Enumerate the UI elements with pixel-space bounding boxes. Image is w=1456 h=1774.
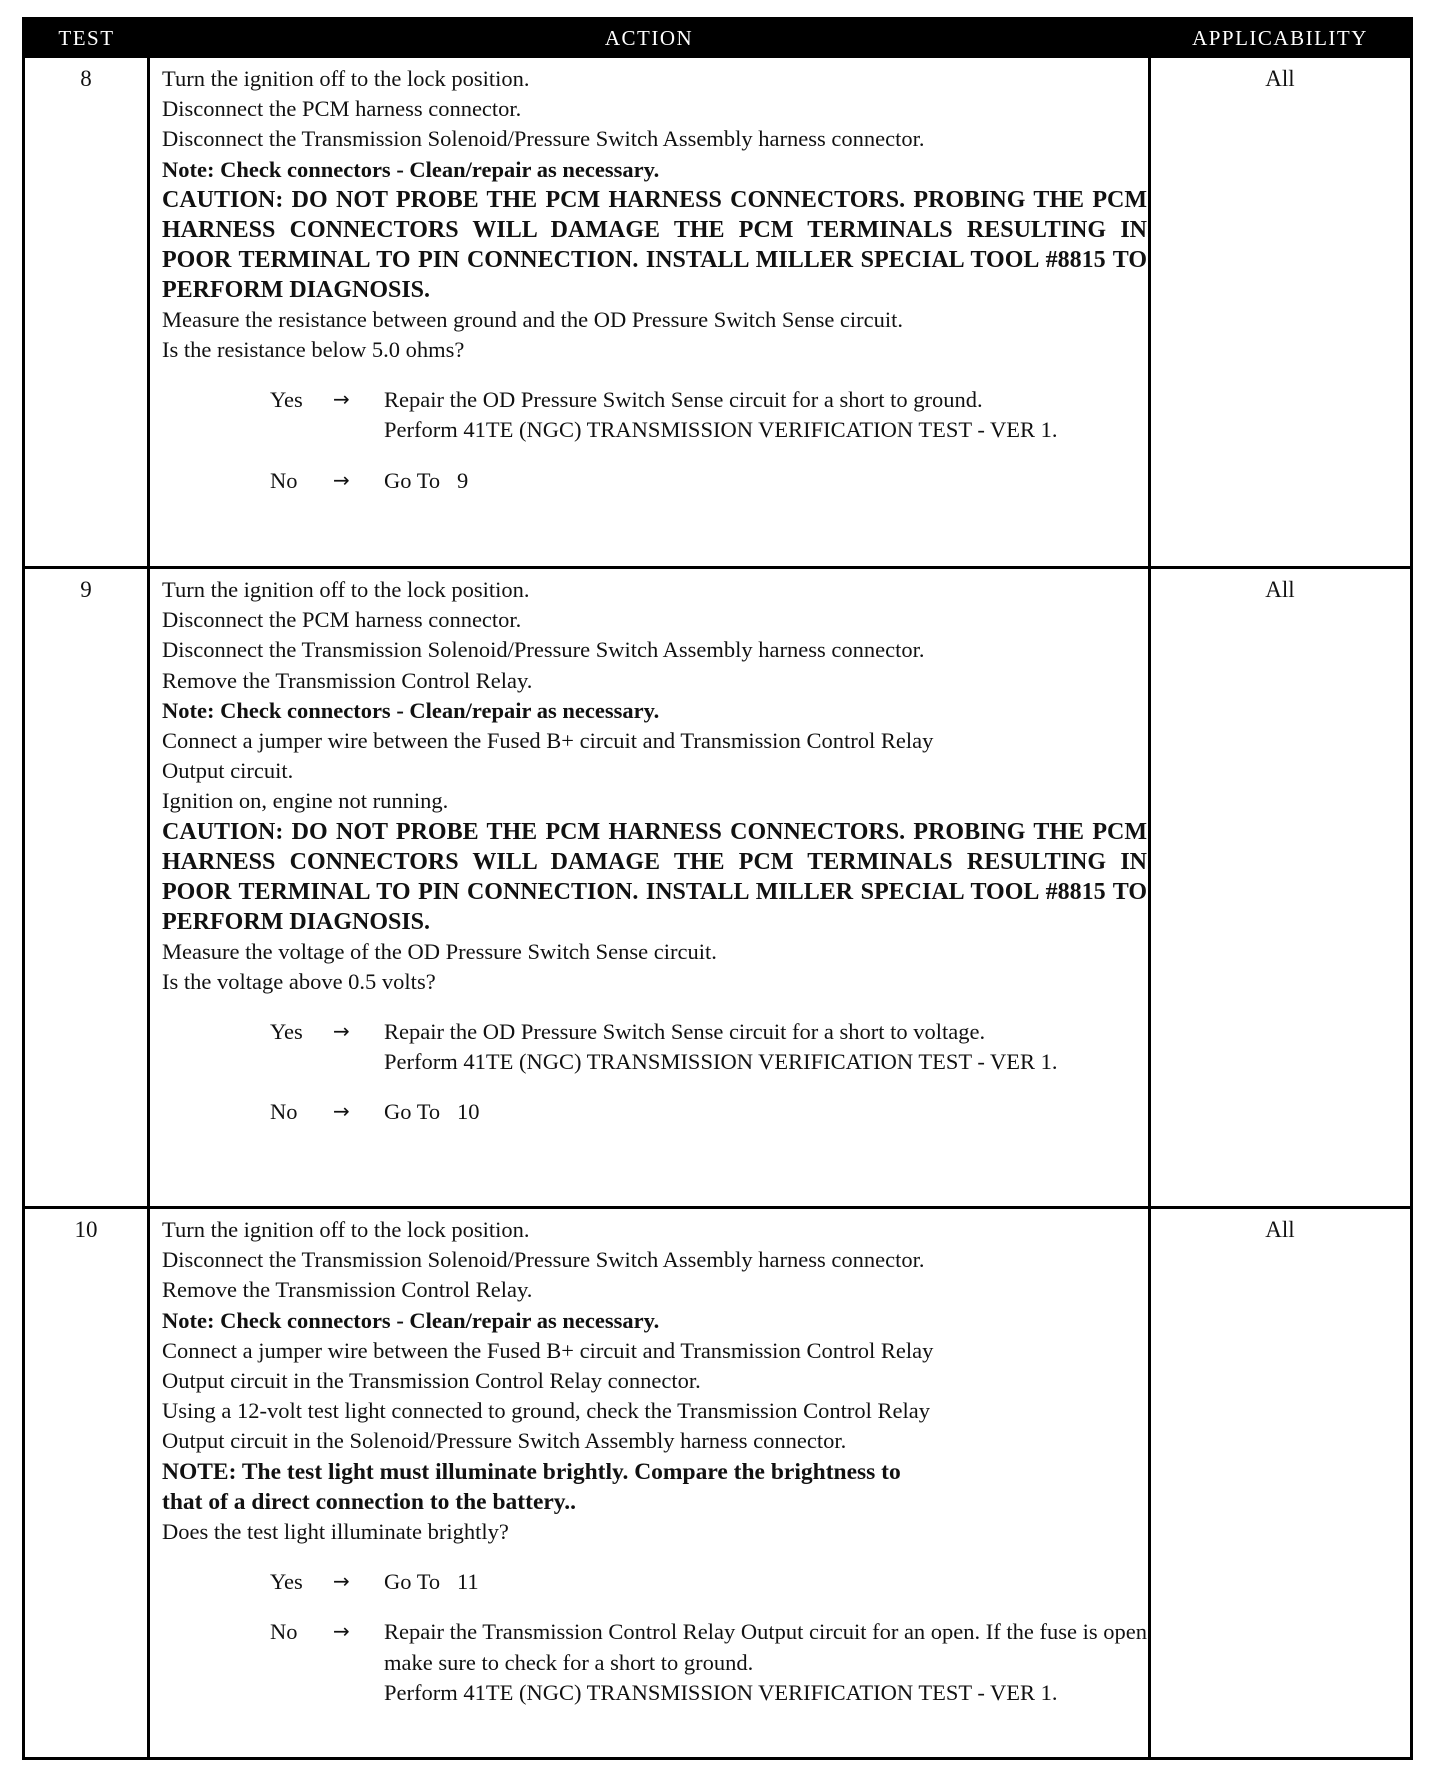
action-line: Connect a jumper wire between the Fused B+ circuit and Transmission Control Relay bbox=[162, 1337, 934, 1363]
yes-label: Yes bbox=[270, 1019, 303, 1045]
yes-label: Yes bbox=[270, 387, 303, 413]
action-line: Measure the voltage of the OD Pressure Switch Sense circuit. bbox=[162, 938, 717, 964]
arrow-icon: → bbox=[333, 1619, 350, 1644]
applicability-value: All bbox=[1265, 66, 1295, 91]
note-line: that of a direct connection to the battery.. bbox=[162, 1488, 577, 1515]
action-line: Measure the resistance between ground and the OD Pressure Switch Sense circuit. bbox=[162, 306, 904, 332]
note-line: NOTE: The test light must illuminate brightly. Compare the brightness to bbox=[162, 1458, 901, 1485]
yes-result bbox=[162, 385, 1147, 445]
action-cell bbox=[162, 1215, 1147, 1708]
action-line: Output circuit in the Transmission Control Relay connector. bbox=[162, 1368, 701, 1394]
action-cell bbox=[162, 575, 1147, 1128]
action-line: Turn the ignition off to the lock position. bbox=[162, 577, 530, 602]
header-test: TEST bbox=[58, 26, 115, 50]
action-line: Remove the Transmission Control Relay. bbox=[162, 667, 533, 693]
diagnostic-table bbox=[22, 17, 1413, 1760]
table-row bbox=[25, 1206, 1410, 1757]
header-applicability: APPLICABILITY bbox=[1192, 26, 1368, 50]
action-line: Turn the ignition off to the lock position. bbox=[162, 66, 530, 91]
no-text: Repair the Transmission Control Relay Output circuit for an open. If the fuse is open make sure to check for a short to ground. bbox=[384, 1619, 1148, 1675]
no-result bbox=[162, 1617, 1147, 1708]
test-number: 9 bbox=[80, 577, 92, 602]
yes-text: Go To 11 bbox=[384, 1569, 479, 1595]
note-line: Note: Check connectors - Clean/repair as necessary. bbox=[162, 156, 660, 182]
test-number: 8 bbox=[80, 66, 92, 91]
test-number: 10 bbox=[74, 1217, 98, 1242]
applicability-value: All bbox=[1265, 577, 1295, 602]
yes-result bbox=[162, 1567, 1147, 1597]
action-line: Using a 12-volt test light connected to ground, check the Transmission Control Relay bbox=[162, 1398, 931, 1424]
action-line: Disconnect the Transmission Solenoid/Pressure Switch Assembly harness connector. bbox=[162, 637, 925, 663]
note-line: Note: Check connectors - Clean/repair as necessary. bbox=[162, 697, 660, 723]
action-line: Remove the Transmission Control Relay. bbox=[162, 1277, 533, 1303]
action-line: Output circuit in the Solenoid/Pressure Switch Assembly harness connector. bbox=[162, 1428, 847, 1454]
applicability-value: All bbox=[1265, 1217, 1295, 1242]
action-line: Ignition on, engine not running. bbox=[162, 788, 449, 814]
no-result bbox=[162, 466, 1147, 496]
action-line: Turn the ignition off to the lock position. bbox=[162, 1217, 530, 1242]
table-header bbox=[25, 20, 1410, 58]
no-text-verify: Perform 41TE (NGC) TRANSMISSION VERIFICATION TEST - VER 1. bbox=[384, 1679, 1058, 1705]
question-line: Does the test light illuminate brightly? bbox=[162, 1519, 509, 1545]
action-line: Output circuit. bbox=[162, 758, 294, 784]
table-row bbox=[25, 566, 1410, 1206]
header-action: ACTION bbox=[604, 26, 694, 50]
arrow-icon: → bbox=[333, 1099, 350, 1124]
question-line: Is the resistance below 5.0 ohms? bbox=[162, 337, 465, 363]
yes-text: Repair the OD Pressure Switch Sense circuit for a short to voltage. bbox=[384, 1019, 986, 1045]
no-text: Go To 9 bbox=[384, 467, 469, 493]
arrow-icon: → bbox=[333, 1019, 350, 1044]
caution-text: CAUTION: DO NOT PROBE THE PCM HARNESS CONNECTORS. PROBING THE PCM HARNESS CONNECTORS WILL DAMAGE THE PCM TERMINALS RESULTING IN POOR TERMINAL TO PIN CONNECTION. INSTALL MILLER SPECIAL TOOL #8815 TO PERFORM DIAGNOSIS. bbox=[162, 818, 1147, 935]
no-label: No bbox=[270, 467, 298, 493]
action-line: Disconnect the Transmission Solenoid/Pressure Switch Assembly harness connector. bbox=[162, 126, 925, 152]
action-line: Disconnect the PCM harness connector. bbox=[162, 96, 522, 122]
action-cell bbox=[162, 64, 1147, 496]
action-line: Connect a jumper wire between the Fused B+ circuit and Transmission Control Relay bbox=[162, 728, 934, 754]
question-line: Is the voltage above 0.5 volts? bbox=[162, 968, 436, 994]
action-line: Disconnect the PCM harness connector. bbox=[162, 607, 522, 633]
arrow-icon: → bbox=[333, 467, 350, 492]
caution-text: CAUTION: DO NOT PROBE THE PCM HARNESS CONNECTORS. PROBING THE PCM HARNESS CONNECTORS WILL DAMAGE THE PCM TERMINALS RESULTING IN POOR TERMINAL TO PIN CONNECTION. INSTALL MILLER SPECIAL TOOL #8815 TO PERFORM DIAGNOSIS. bbox=[162, 186, 1147, 303]
arrow-icon: → bbox=[333, 1569, 350, 1594]
action-line: Disconnect the Transmission Solenoid/Pressure Switch Assembly harness connector. bbox=[162, 1247, 925, 1273]
yes-result bbox=[162, 1017, 1147, 1077]
no-label: No bbox=[270, 1619, 298, 1645]
no-label: No bbox=[270, 1099, 298, 1125]
note-line: Note: Check connectors - Clean/repair as necessary. bbox=[162, 1307, 660, 1333]
arrow-icon: → bbox=[333, 387, 350, 412]
yes-text: Repair the OD Pressure Switch Sense circuit for a short to ground. bbox=[384, 387, 983, 413]
yes-text-verify: Perform 41TE (NGC) TRANSMISSION VERIFICATION TEST - VER 1. bbox=[384, 417, 1058, 443]
yes-label: Yes bbox=[270, 1569, 303, 1595]
yes-text-verify: Perform 41TE (NGC) TRANSMISSION VERIFICATION TEST - VER 1. bbox=[384, 1049, 1058, 1075]
table-row bbox=[25, 58, 1410, 566]
no-text: Go To 10 bbox=[384, 1099, 480, 1125]
no-result bbox=[162, 1097, 1147, 1127]
